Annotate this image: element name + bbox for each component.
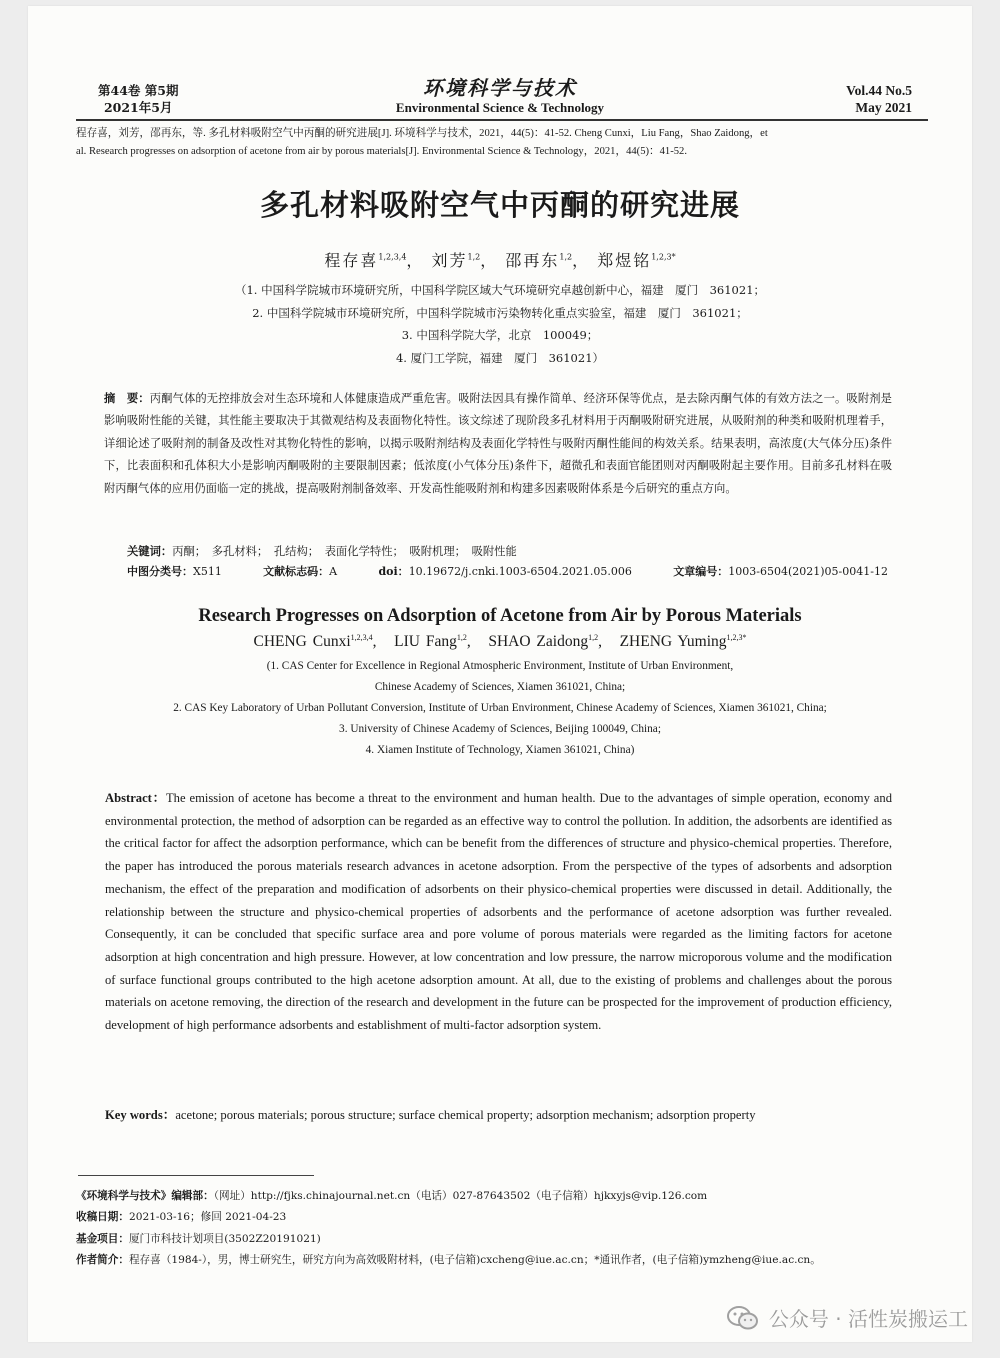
affiliation: Chinese Academy of Sciences, Xiamen 361021, China; <box>374 681 626 693</box>
abstract-text: The emission of acetone has become a threat to the environment and human health. Due to the advantages of simple operation, economy and environmental protection, the method of adsorption can be regarded as an effective way to control the pollution. In addition, the adsorbents are identified as the critical factor for affect the adsorption performance, which can be benefit from the differences of structure and physico-chemical properties. Therefore, the paper has introduced the porous materials research advances in acetone adsorption. From the perspective of the types of adsorbents and adsorption mechanism, the effect of the preparation and modification of adsorbents on their physico-chemical properties were discussed in detail. Additionally, the relationship between the structure and physico-chemical properties of adsorbents and the performance of acetone adsorption was further revealed. Consequently, it can be concluded that specific surface area and pore volume of porous materials were regarded as the limiting factors for acetone adsorption at high concentration and high pressure. However, at low concentration and low pressure, the narrow microporous volume and the modification of surface functional groups contributed to the high acetone adsorption amount. At all, due to the existing of problems and challenges about the porous materials on acetone removing, the direction of the research and development in the future can be prospected for the improvement of production efficiency, development of high performance adsorbents and establishment of multi-factor adsorption system. <box>105 791 892 1033</box>
doi[interactable]: doi：10.19672/j.cnki.1003-6504.2021.05.006 <box>378 565 632 578</box>
affiliation: 3. 中国科学院大学，北京 100049； <box>401 328 599 342</box>
authors-cn: 程存喜$^{1,2,3,4}$， 刘芳$^{1,2}$， 邵再东$^{1,2}$， 郑煜铭$^{1,2,3*}$ <box>324 251 676 270</box>
watermark <box>727 1303 968 1332</box>
header-rule <box>76 119 928 121</box>
citation <box>76 125 928 161</box>
title-en: Research Progresses on Adsorption of Acetone from Air by Porous Materials <box>198 606 802 626</box>
author: 程存喜$^{1,2,3,4}$ <box>324 251 407 270</box>
author: SHAO Zaidong$^{1,2}$ <box>488 633 599 651</box>
volume-cn: 第44卷 第5期 <box>98 83 179 98</box>
footnote-received: 收稿日期：2021-03-16；修回 2021-04-23 <box>76 1211 287 1224</box>
watermark-text: 公众号 · 活性炭搬运工 <box>768 1307 968 1331</box>
keywords-label: Key words： <box>105 1108 176 1122</box>
abstract-cn <box>104 387 892 500</box>
journal-name-cn: 环境科学与技术 <box>423 76 577 100</box>
document-code: 文献标志码：A <box>263 565 338 578</box>
abstract-en <box>105 787 892 1037</box>
affiliation: 4. 厦门工学院，福建 厦门 361021） <box>395 350 605 365</box>
keywords-en <box>105 1104 892 1127</box>
affiliation: 4. Xiamen Institute of Technology, Xiamen 361021, China) <box>365 744 635 756</box>
footnotes <box>76 1186 928 1272</box>
classification-row <box>127 561 888 583</box>
volume-en: Vol.44 No.5 <box>846 83 912 98</box>
author: 刘芳$^{1,2}$ <box>431 251 481 270</box>
author: ZHENG Yuming$^{1,2,3*}$ <box>619 633 747 651</box>
affiliations-en <box>0 656 1000 761</box>
citation-line: al. Research progresses on adsorption of acetone from air by porous materials[J]. Environmental Science & Technology，2021，44(5)：41-52. <box>76 146 687 157</box>
date-cn: 2021年5月 <box>103 100 173 115</box>
journal-name-en: Environmental Science & Technology <box>395 100 605 115</box>
author: 邵再东$^{1,2}$ <box>505 251 573 270</box>
affiliation: 2. 中国科学院城市环境研究所，中国科学院城市污染物转化重点实验室，福建 厦门 361021； <box>252 305 748 320</box>
wechat-icon <box>727 1305 759 1331</box>
keywords-text: acetone; porous materials; porous structure; surface chemical property; adsorption mechanism; adsorption property <box>175 1108 756 1122</box>
title-cn: 多孔材料吸附空气中丙酮的研究进展 <box>259 188 740 222</box>
keywords-label: 关键词： <box>127 544 173 558</box>
author: LIU Fang$^{1,2}$ <box>394 633 467 651</box>
affiliation: 2. CAS Key Laboratory of Urban Pollutant Conversion, Institute of Urban Environment, Chinese Academy of Sciences, Xiamen 361021, China; <box>173 702 827 714</box>
affiliation: (1. CAS Center for Excellence in Regional Atmospheric Environment, Institute of Urban Environment, <box>266 660 734 672</box>
citation-line: 程存喜，刘芳，邵再东，等. 多孔材料吸附空气中丙酮的研究进展[J]. 环境科学与技术，2021，44(5)：41-52. Cheng Cunxi，Liu Fang，Shao Zaidong，et <box>76 128 768 139</box>
affiliations-cn <box>0 279 1000 369</box>
footnote-fund: 基金项目：厦门市科技计划项目(3502Z20191021) <box>76 1232 321 1245</box>
author: 郑煜铭$^{1,2,3*}$ <box>597 251 676 270</box>
footnote-editorial: 《环境科学与技术》编辑部：（网址）http://fjks.chinajournal.net.cn（电话）027-87643502（电子信箱）hjkxyjs@vip.126.com <box>76 1190 708 1202</box>
keywords-cn <box>127 540 892 563</box>
author: CHENG Cunxi$^{1,2,3,4}$ <box>253 633 373 651</box>
abstract-label: 摘 要： <box>104 391 150 405</box>
volume-issue-en <box>846 82 912 116</box>
abstract-text: 丙酮气体的无控排放会对生态环境和人体健康造成严重危害。吸附法因具有操作简单、经济环保等优点，是去除丙酮气体的有效方法之一。吸附剂是影响吸附性能的关键，其性能主要取决于其微观结构及表面物化特性。该文综述了现阶段多孔材料用于丙酮吸附研究进展，从吸附剂的种类和吸附机理着手，详细论述了吸附剂的制备及改性对其物化特性的影响，以揭示吸附剂结构及表面化学特性与吸附丙酮性能间的构效关系。结果表明，高浓度(大气体分压)条件下，比表面积和孔体积大小是影响丙酮吸附的主要限制因素；低浓度(小气体分压)条件下，超微孔和表面官能团则对丙酮吸附起主要作用。目前多孔材料在吸附丙酮气体的应用仍面临一定的挑战，提高吸附剂制备效率、开发高性能吸附剂和构建多因素吸附体系是今后研究的重点方向。 <box>104 392 892 495</box>
authors-en: CHENG Cunxi$^{1,2,3,4}$, LIU Fang$^{1,2}$, SHAO Zaidong$^{1,2}$, ZHENG Yuming$^{1,2,3*}$ <box>253 633 747 651</box>
article-number: 文章编号：1003-6504(2021)05-0041-12 <box>673 565 888 578</box>
abstract-label: Abstract： <box>105 791 166 805</box>
clc-number: 中图分类号：X511 <box>127 565 222 578</box>
date-en: May 2021 <box>855 100 912 115</box>
affiliation: （1. 中国科学院城市环境研究所，中国科学院区域大气环境研究卓越创新中心，福建 厦门 361021； <box>234 283 766 297</box>
affiliation: 3. University of Chinese Academy of Sciences, Beijing 100049, China; <box>339 723 661 735</box>
footnote-rule <box>78 1175 314 1176</box>
footnote-author: 作者简介：程存喜（1984-），男，博士研究生，研究方向为高效吸附材料，(电子信箱)cxcheng@iue.ac.cn；*通讯作者，(电子信箱)ymzheng@iue.ac.cn。 <box>76 1254 821 1267</box>
keywords-text: 丙酮； 多孔材料； 孔结构； 表面化学特性； 吸附机理； 吸附性能 <box>172 545 517 558</box>
